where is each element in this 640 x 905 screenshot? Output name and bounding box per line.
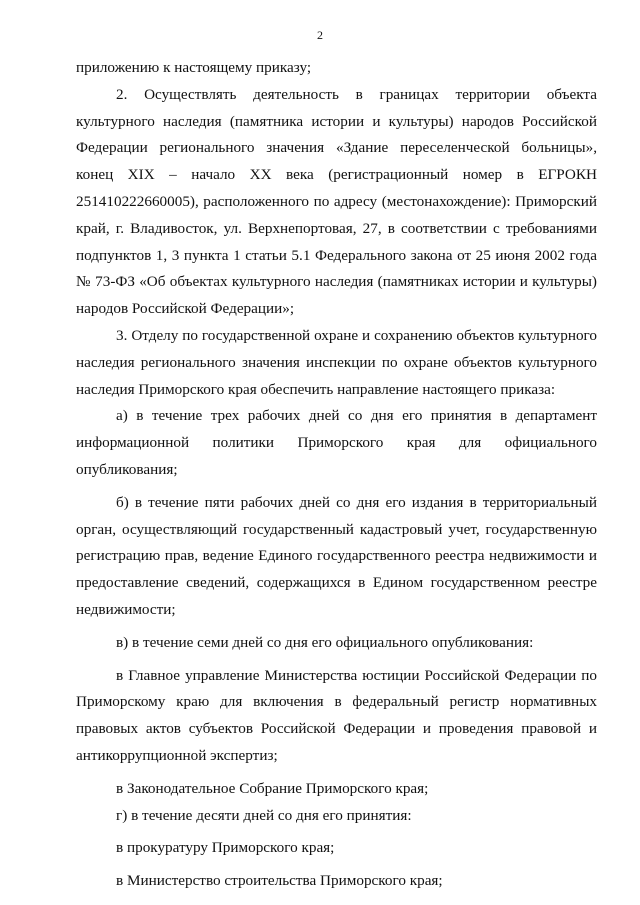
paragraph-item-2: 2. Осуществлять деятельность в границах территории объекта культурного наследия (памятника истории и культуры) народов Российской Федерации регионального значения «Здание переселенческой больницы», конец XIX – начало XX века (регистрационный номер в ЕГРОКН 251410222660005), расположенного по адресу (местонахождение): Приморский край, г. Владивосток, ул. Верхнепортовая, 27, в соответствии с требованиями подпунктов 1, 3 пункта 1 статьи 5.1 Федерального закона от 25 июня 2002 года № 73-ФЗ «Об объектах культурного наследия (памятниках истории и культуры) народов Российской Федерации»; — [76, 85, 597, 318]
subitem-a: а) в течение трех рабочих дней со дня его принятия в департамент информационной политики Приморского края для официального опубликования; — [76, 407, 597, 478]
subitem-g: г) в течение десяти дней со дня его принятия: — [116, 806, 412, 824]
paragraph-continuation: приложению к настоящему приказу; — [76, 59, 312, 76]
document-body — [76, 55, 597, 895]
subitem-b: б) в течение пяти рабочих дней со дня его издания в территориальный орган, осуществляющий государственный кадастровый учет, государственную регистрацию прав, ведение Единого государственного реестра недвижимости и предоставление сведений, содержащихся в Едином государственном реестре недвижимости; — [76, 493, 597, 618]
page-number: 2 — [317, 28, 323, 42]
subitem-v: в) в течение семи дней со дня его официального опубликования: — [116, 633, 534, 651]
recipient-justice-ministry: в Главное управление Министерства юстиции Российской Федерации по Приморскому краю для включения в федеральный регистр нормативных правовых актов субъектов Российской Федерации и проведения правовой и антикоррупционной экспертиз; — [76, 666, 597, 764]
paragraph-item-3: 3. Отделу по государственной охране и сохранению объектов культурного наследия регионального значения инспекции по охране объектов культурного наследия Приморского края обеспечить направление настоящего приказа: — [76, 326, 597, 398]
recipient-prosecutor-office: в прокуратуру Приморского края; — [116, 839, 335, 857]
recipient-legislative-assembly: в Законодательное Собрание Приморского края; — [116, 779, 429, 797]
recipient-construction-ministry: в Министерство строительства Приморского края; — [116, 872, 443, 890]
